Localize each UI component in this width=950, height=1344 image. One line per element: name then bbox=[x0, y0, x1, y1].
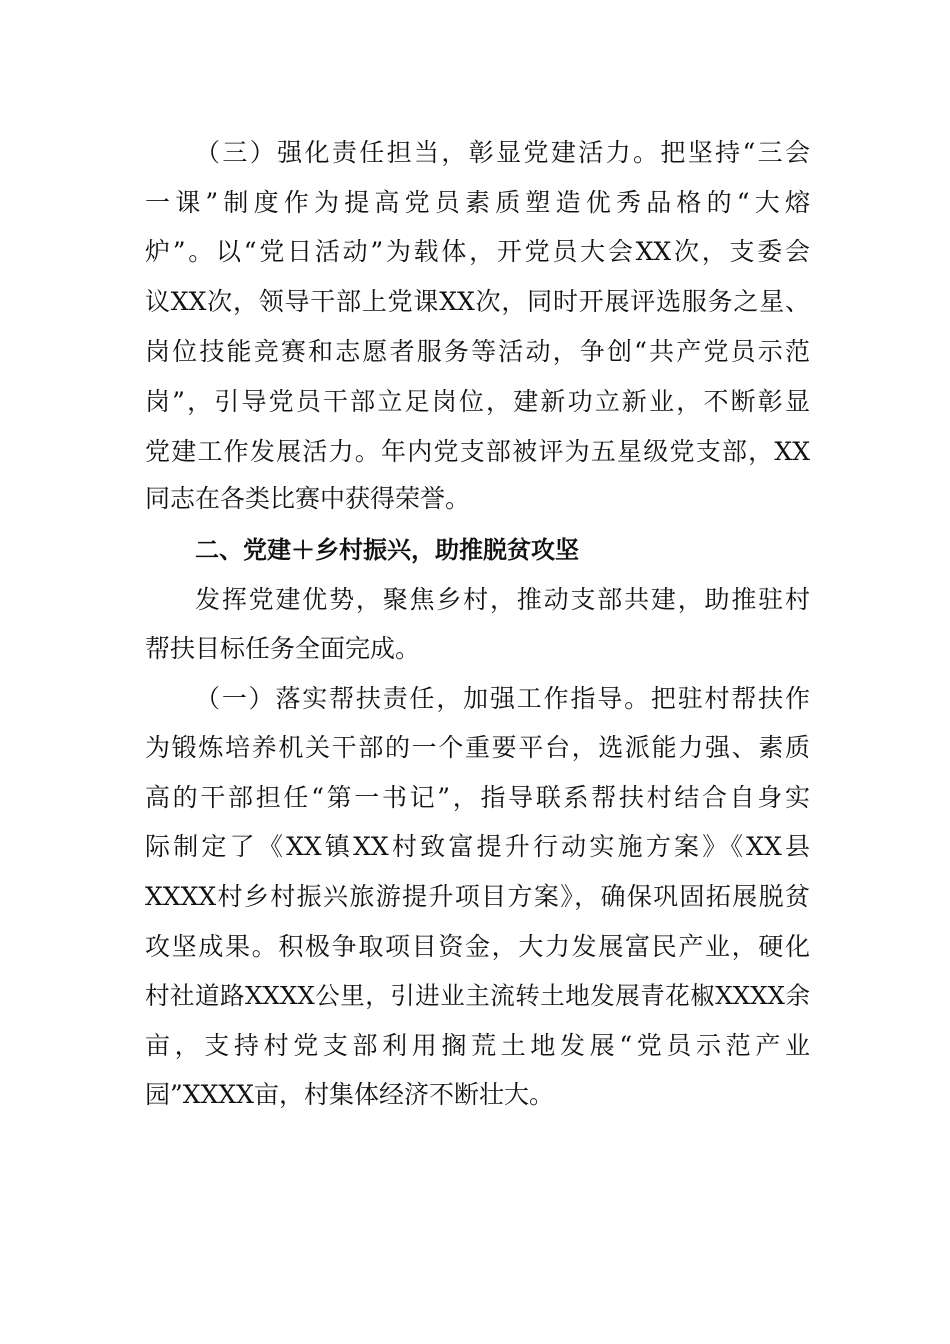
paragraph-line: （三）强化责任担当，彰显党建活力。把坚持“三会 bbox=[195, 138, 810, 167]
paragraph-line: 园”XXXX亩，村集体经济不断壮大。 bbox=[145, 1080, 554, 1109]
paragraph-line: 炉”。以“党日活动”为载体，开党员大会XX次，支委会 bbox=[145, 237, 810, 266]
paragraph-line: 村社道路XXXX公里，引进业主流转土地发展青花椒XXXX余 bbox=[145, 981, 810, 1010]
paragraph-line: 议XX次，领导干部上党课XX次，同时开展评选服务之星、 bbox=[145, 287, 810, 316]
paragraph-line: 一课”制度作为提高党员素质塑造优秀品格的“大熔 bbox=[145, 188, 810, 217]
paragraph-line: XXXX村乡村振兴旅游提升项目方案》，确保巩固拓展脱贫 bbox=[145, 882, 810, 911]
paragraph-line: 高的干部担任“第一书记”，指导联系帮扶村结合自身实 bbox=[145, 783, 810, 812]
paragraph-line: 为锻炼培养机关干部的一个重要平台，选派能力强、素质 bbox=[145, 733, 810, 762]
paragraph-line: 同志在各类比赛中获得荣誉。 bbox=[145, 484, 471, 513]
paragraph-line: 发挥党建优势，聚焦乡村，推动支部共建，助推驻村 bbox=[195, 585, 810, 614]
section-heading: 二、党建＋乡村振兴，助推脱贫攻坚 bbox=[195, 536, 579, 564]
paragraph-line: 党建工作发展活力。年内党支部被评为五星级党支部，XX bbox=[145, 437, 810, 466]
paragraph-line: 攻坚成果。积极争取项目资金，大力发展富民产业，硬化 bbox=[145, 932, 810, 961]
paragraph-line: 岗位技能竞赛和志愿者服务等活动，争创“共产党员示范 bbox=[145, 337, 810, 366]
paragraph-line: 帮扶目标任务全面完成。 bbox=[145, 634, 421, 663]
paragraph-line: 岗”，引导党员干部立足岗位，建新功立新业，不断彰显 bbox=[145, 387, 810, 416]
paragraph-line: 亩，支持村党支部利用搁荒土地发展“党员示范产业 bbox=[145, 1031, 810, 1060]
paragraph-line: 际制定了《XX镇XX村致富提升行动实施方案》《XX县 bbox=[145, 832, 810, 861]
paragraph-line: （一）落实帮扶责任，加强工作指导。把驻村帮扶作 bbox=[195, 684, 810, 713]
